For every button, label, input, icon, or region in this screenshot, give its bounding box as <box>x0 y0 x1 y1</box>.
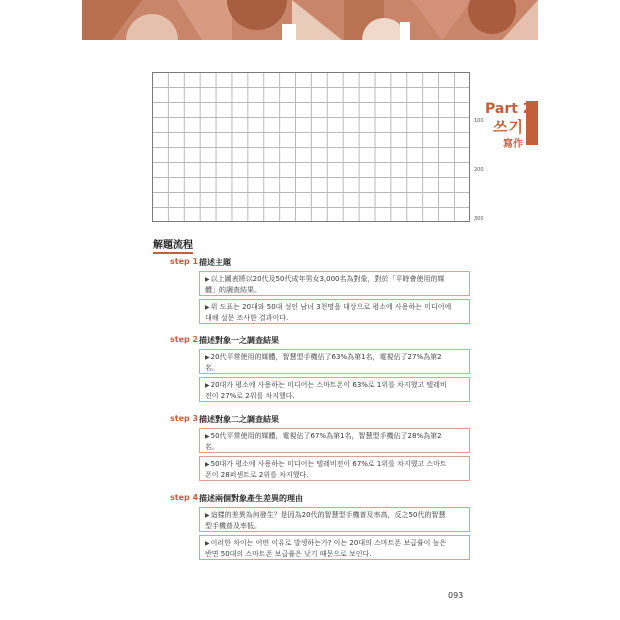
step-2-box-korean <box>199 377 470 402</box>
box-line: 20대가 평소에 사용하는 미디어는 스마트폰이 63%로 1위를 차지했고 텔레비 <box>210 381 447 389</box>
grid-mark-200: 200 <box>474 167 484 173</box>
box-line: 名。 <box>205 364 219 372</box>
box-line: 반면 50대의 스마트폰 보급률은 낮기 때문으로 보인다. <box>205 550 372 558</box>
box-line: 대해 설문 조사한 결과이다. <box>205 314 289 322</box>
page-number: 093 <box>448 591 464 600</box>
box-line: 이러한 차이는 어떤 이유로 발생하는가? 이는 20대의 스마트폰 보급률이 높은 <box>210 539 447 547</box>
step-3-label: step 3 <box>170 414 199 423</box>
step-1-label: step 1 <box>170 257 199 266</box>
box-line: 這樣的差異為何發生？是因為20代的智慧型手機普及率高，反之50代的智慧 <box>210 511 446 519</box>
box-line: 體」的調查結果。 <box>205 286 261 294</box>
step-1-box-chinese <box>199 271 470 296</box>
step-1-title: 描述主題 <box>199 258 231 267</box>
step-3-box-chinese <box>199 428 470 453</box>
bullet-icon: ▶ <box>205 354 210 361</box>
grid-mark-300: 300 <box>474 216 484 222</box>
step-2-box-chinese <box>199 349 470 374</box>
part-sublabel: 寫作 <box>503 139 523 150</box>
step-1-box-korean <box>199 299 470 324</box>
section-title <box>153 236 193 251</box>
bullet-icon: ▶ <box>205 461 210 468</box>
grid-paper <box>152 72 470 222</box>
step-2-label: step 2 <box>170 335 199 344</box>
grid-mark-100: 100 <box>474 118 484 124</box>
bullet-icon: ▶ <box>205 433 210 440</box>
step-4-title: 描述兩個對象產生差異的理由 <box>199 494 303 503</box>
bullet-icon: ▶ <box>205 512 210 519</box>
box-line: 50代平常使用的媒體，電視佔了67%為第1名，智慧型手機佔了28%為第2 <box>210 432 442 440</box>
step-4-box-chinese <box>199 507 470 532</box>
bullet-icon: ▶ <box>205 540 210 547</box>
step-2-title: 描述對象一之調查結果 <box>199 336 279 345</box>
bullet-icon: ▶ <box>205 276 210 283</box>
step-4-box-korean <box>199 535 470 560</box>
section-title-text: 解題流程 <box>153 240 193 251</box>
section-underline <box>153 252 193 254</box>
step-3-box-korean <box>199 456 470 481</box>
box-line: 20代平常使用的媒體，智慧型手機佔了63%為第1名，電視佔了27%為第2 <box>210 353 442 361</box>
box-line: 型手機普及率低。 <box>205 522 261 530</box>
box-line: 전이 27%로 2위를 차지했다. <box>205 392 295 400</box>
step-3-title: 描述對象二之調查結果 <box>199 415 279 424</box>
part-number: Part 2 <box>485 101 533 117</box>
bullet-icon: ▶ <box>205 382 210 389</box>
bullet-icon: ▶ <box>205 304 210 311</box>
box-line: 폰이 28퍼센트로 2위를 차지했다. <box>205 471 309 479</box>
box-line: 名。 <box>205 443 219 451</box>
manuscript-grid <box>152 72 470 222</box>
header-banner <box>82 0 538 40</box>
banner-pattern <box>82 0 538 40</box>
box-line: 위 도표는 20대와 50대 성인 남녀 3천명을 대상으로 평소에 사용하는 미디어에 <box>210 303 452 311</box>
step-4-label: step 4 <box>170 493 199 502</box>
box-line: 50대가 평소에 사용하는 미디어는 텔레비전이 67%로 1위를 차지했고 스마트 <box>210 460 447 468</box>
box-line: 以上圖表將以20代及50代成年男女3,000名為對象，對於「平時會使用的媒 <box>210 275 445 283</box>
part-label: 쓰기 <box>493 118 524 136</box>
